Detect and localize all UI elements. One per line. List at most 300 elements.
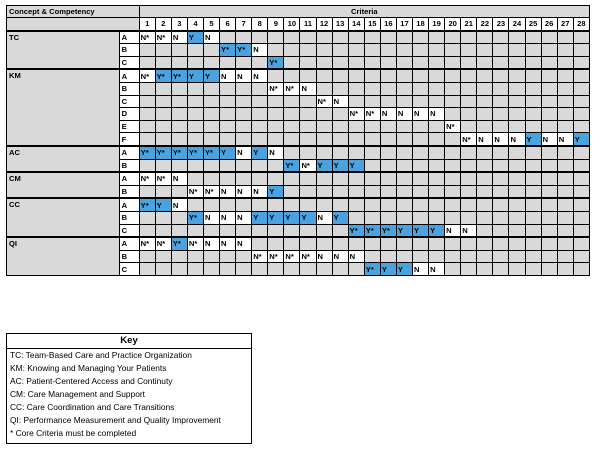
criteria-number: 10 bbox=[284, 18, 300, 31]
empty-cell bbox=[445, 82, 461, 95]
empty-cell bbox=[573, 211, 589, 224]
empty-cell bbox=[509, 82, 525, 95]
empty-cell bbox=[396, 159, 412, 172]
concept-group bbox=[7, 69, 590, 146]
empty-cell bbox=[493, 69, 509, 82]
criteria-cell: N* bbox=[139, 237, 155, 250]
empty-cell bbox=[525, 172, 541, 185]
criteria-cell: N* bbox=[139, 31, 155, 44]
empty-cell bbox=[509, 159, 525, 172]
empty-cell bbox=[429, 95, 445, 108]
criteria-cell: N* bbox=[300, 250, 316, 263]
empty-cell bbox=[284, 95, 300, 108]
empty-cell bbox=[477, 95, 493, 108]
empty-cell bbox=[461, 146, 477, 159]
empty-cell bbox=[477, 237, 493, 250]
empty-cell bbox=[316, 44, 332, 57]
competency-label: C bbox=[119, 263, 139, 276]
criteria-cell: N bbox=[252, 185, 268, 198]
empty-cell bbox=[429, 133, 445, 146]
empty-cell bbox=[445, 172, 461, 185]
empty-cell bbox=[203, 224, 219, 237]
empty-cell bbox=[412, 31, 428, 44]
empty-cell bbox=[573, 224, 589, 237]
empty-cell bbox=[509, 198, 525, 211]
empty-cell bbox=[541, 95, 557, 108]
empty-cell bbox=[203, 44, 219, 57]
criteria-cell: Y bbox=[332, 211, 348, 224]
competency-label: A bbox=[119, 198, 139, 211]
empty-cell bbox=[445, 250, 461, 263]
criteria-cell: Y bbox=[268, 211, 284, 224]
criteria-cell: N bbox=[203, 31, 219, 44]
empty-cell bbox=[139, 133, 155, 146]
empty-cell bbox=[412, 198, 428, 211]
criteria-cell: Y bbox=[396, 224, 412, 237]
empty-cell bbox=[268, 120, 284, 133]
empty-cell bbox=[493, 263, 509, 276]
criteria-cell: Y bbox=[525, 133, 541, 146]
criteria-number: 13 bbox=[332, 18, 348, 31]
empty-cell bbox=[220, 82, 236, 95]
empty-cell bbox=[252, 95, 268, 108]
empty-cell bbox=[187, 172, 203, 185]
empty-cell bbox=[461, 159, 477, 172]
empty-cell bbox=[380, 56, 396, 69]
criteria-number: 26 bbox=[541, 18, 557, 31]
criteria-cell: Y bbox=[268, 185, 284, 198]
criteria-cell: Y bbox=[412, 224, 428, 237]
empty-cell bbox=[525, 250, 541, 263]
empty-cell bbox=[573, 82, 589, 95]
empty-cell bbox=[493, 95, 509, 108]
concept-label: CC bbox=[7, 198, 120, 237]
empty-cell bbox=[348, 237, 364, 250]
empty-cell bbox=[268, 31, 284, 44]
competency-label: C bbox=[119, 224, 139, 237]
criteria-cell: N bbox=[396, 108, 412, 121]
empty-cell bbox=[316, 185, 332, 198]
empty-cell bbox=[139, 108, 155, 121]
criteria-cell: N bbox=[203, 237, 219, 250]
empty-cell bbox=[573, 263, 589, 276]
empty-cell bbox=[429, 172, 445, 185]
empty-cell bbox=[155, 56, 171, 69]
criteria-cell: Y* bbox=[187, 146, 203, 159]
empty-cell bbox=[541, 69, 557, 82]
criteria-number: 9 bbox=[268, 18, 284, 31]
empty-cell bbox=[493, 172, 509, 185]
empty-cell bbox=[525, 95, 541, 108]
empty-cell bbox=[155, 159, 171, 172]
empty-cell bbox=[429, 31, 445, 44]
empty-cell bbox=[509, 263, 525, 276]
empty-cell bbox=[187, 263, 203, 276]
criteria-number: 27 bbox=[557, 18, 573, 31]
criteria-cell: N* bbox=[316, 95, 332, 108]
empty-cell bbox=[445, 56, 461, 69]
criteria-cell: N* bbox=[364, 108, 380, 121]
empty-cell bbox=[493, 146, 509, 159]
empty-cell bbox=[573, 95, 589, 108]
empty-cell bbox=[477, 172, 493, 185]
empty-cell bbox=[557, 263, 573, 276]
empty-cell bbox=[139, 224, 155, 237]
empty-cell bbox=[493, 211, 509, 224]
empty-cell bbox=[493, 198, 509, 211]
empty-cell bbox=[155, 250, 171, 263]
empty-cell bbox=[236, 263, 252, 276]
criteria-cell: Y* bbox=[284, 159, 300, 172]
criteria-cell: N bbox=[477, 133, 493, 146]
empty-cell bbox=[348, 31, 364, 44]
empty-cell bbox=[348, 133, 364, 146]
empty-cell bbox=[429, 82, 445, 95]
empty-cell bbox=[445, 237, 461, 250]
concept-group bbox=[7, 31, 590, 70]
empty-cell bbox=[364, 133, 380, 146]
empty-cell bbox=[445, 108, 461, 121]
empty-cell bbox=[187, 250, 203, 263]
empty-cell bbox=[187, 133, 203, 146]
criteria-cell: Y bbox=[300, 211, 316, 224]
empty-cell bbox=[396, 237, 412, 250]
empty-cell bbox=[380, 82, 396, 95]
empty-cell bbox=[364, 95, 380, 108]
empty-cell bbox=[412, 82, 428, 95]
empty-cell bbox=[300, 198, 316, 211]
empty-cell bbox=[557, 120, 573, 133]
criteria-cell: N bbox=[236, 146, 252, 159]
criteria-number: 21 bbox=[461, 18, 477, 31]
empty-cell bbox=[268, 237, 284, 250]
criteria-cell: N* bbox=[187, 237, 203, 250]
competency-label: A bbox=[119, 69, 139, 82]
empty-cell bbox=[557, 44, 573, 57]
empty-cell bbox=[509, 146, 525, 159]
empty-cell bbox=[396, 172, 412, 185]
empty-cell bbox=[573, 185, 589, 198]
empty-cell bbox=[316, 108, 332, 121]
header-blank bbox=[7, 18, 140, 31]
competency-label: E bbox=[119, 120, 139, 133]
criteria-cell: N* bbox=[203, 185, 219, 198]
criteria-number: 14 bbox=[348, 18, 364, 31]
empty-cell bbox=[461, 95, 477, 108]
criteria-cell: Y bbox=[348, 159, 364, 172]
empty-cell bbox=[252, 198, 268, 211]
empty-cell bbox=[412, 95, 428, 108]
empty-cell bbox=[541, 31, 557, 44]
criteria-cell: N* bbox=[155, 237, 171, 250]
criteria-cell: N bbox=[429, 108, 445, 121]
empty-cell bbox=[284, 185, 300, 198]
empty-cell bbox=[236, 120, 252, 133]
empty-cell bbox=[268, 172, 284, 185]
competency-label: C bbox=[119, 95, 139, 108]
empty-cell bbox=[348, 185, 364, 198]
empty-cell bbox=[284, 237, 300, 250]
empty-cell bbox=[541, 159, 557, 172]
empty-cell bbox=[300, 44, 316, 57]
empty-cell bbox=[380, 69, 396, 82]
empty-cell bbox=[300, 185, 316, 198]
key-line: AC: Patient-Centered Access and Continuty bbox=[10, 376, 173, 386]
empty-cell bbox=[445, 159, 461, 172]
empty-cell bbox=[220, 159, 236, 172]
empty-cell bbox=[541, 211, 557, 224]
empty-cell bbox=[348, 82, 364, 95]
empty-cell bbox=[541, 237, 557, 250]
criteria-cell: N bbox=[493, 133, 509, 146]
empty-cell bbox=[573, 198, 589, 211]
concept-label: CM bbox=[7, 172, 120, 198]
empty-cell bbox=[139, 56, 155, 69]
criteria-cell: N bbox=[429, 263, 445, 276]
empty-cell bbox=[557, 82, 573, 95]
criteria-cell: Y bbox=[203, 69, 219, 82]
empty-cell bbox=[525, 31, 541, 44]
empty-cell bbox=[268, 263, 284, 276]
concept-label: QI bbox=[7, 237, 120, 275]
empty-cell bbox=[429, 250, 445, 263]
empty-cell bbox=[509, 56, 525, 69]
empty-cell bbox=[203, 56, 219, 69]
criteria-cell: N bbox=[252, 44, 268, 57]
empty-cell bbox=[252, 237, 268, 250]
empty-cell bbox=[139, 250, 155, 263]
criteria-cell: Y* bbox=[220, 44, 236, 57]
empty-cell bbox=[573, 44, 589, 57]
empty-cell bbox=[187, 82, 203, 95]
empty-cell bbox=[396, 146, 412, 159]
criteria-cell: Y* bbox=[380, 224, 396, 237]
empty-cell bbox=[332, 108, 348, 121]
empty-cell bbox=[412, 211, 428, 224]
empty-cell bbox=[477, 159, 493, 172]
empty-cell bbox=[220, 224, 236, 237]
empty-cell bbox=[284, 44, 300, 57]
empty-cell bbox=[332, 237, 348, 250]
empty-cell bbox=[187, 198, 203, 211]
empty-cell bbox=[252, 56, 268, 69]
empty-cell bbox=[155, 263, 171, 276]
empty-cell bbox=[541, 44, 557, 57]
competency-row bbox=[7, 146, 590, 159]
empty-cell bbox=[509, 31, 525, 44]
empty-cell bbox=[429, 120, 445, 133]
empty-cell bbox=[493, 56, 509, 69]
criteria-cell: Y* bbox=[364, 263, 380, 276]
empty-cell bbox=[461, 108, 477, 121]
empty-cell bbox=[461, 69, 477, 82]
criteria-cell: Y bbox=[284, 211, 300, 224]
empty-cell bbox=[348, 146, 364, 159]
empty-cell bbox=[364, 69, 380, 82]
empty-cell bbox=[573, 31, 589, 44]
empty-cell bbox=[236, 31, 252, 44]
empty-cell bbox=[187, 95, 203, 108]
empty-cell bbox=[477, 250, 493, 263]
empty-cell bbox=[557, 95, 573, 108]
empty-cell bbox=[396, 185, 412, 198]
empty-cell bbox=[445, 211, 461, 224]
empty-cell bbox=[220, 31, 236, 44]
empty-cell bbox=[252, 82, 268, 95]
criteria-cell: Y* bbox=[139, 146, 155, 159]
empty-cell bbox=[429, 146, 445, 159]
empty-cell bbox=[557, 224, 573, 237]
criteria-cell: Y* bbox=[236, 44, 252, 57]
empty-cell bbox=[252, 224, 268, 237]
criteria-cell: N bbox=[316, 211, 332, 224]
empty-cell bbox=[493, 44, 509, 57]
criteria-cell: Y bbox=[220, 146, 236, 159]
empty-cell bbox=[364, 172, 380, 185]
empty-cell bbox=[284, 108, 300, 121]
criteria-cell: N bbox=[171, 31, 187, 44]
empty-cell bbox=[203, 108, 219, 121]
empty-cell bbox=[300, 237, 316, 250]
criteria-number: 4 bbox=[187, 18, 203, 31]
empty-cell bbox=[380, 31, 396, 44]
key-line: TC: Team-Based Care and Practice Organization bbox=[10, 350, 192, 360]
criteria-number: 24 bbox=[509, 18, 525, 31]
criteria-number: 5 bbox=[203, 18, 219, 31]
empty-cell bbox=[203, 250, 219, 263]
criteria-cell: N bbox=[557, 133, 573, 146]
competency-row bbox=[7, 172, 590, 185]
empty-cell bbox=[364, 56, 380, 69]
empty-cell bbox=[284, 172, 300, 185]
empty-cell bbox=[332, 56, 348, 69]
empty-cell bbox=[139, 82, 155, 95]
criteria-number: 6 bbox=[220, 18, 236, 31]
empty-cell bbox=[316, 69, 332, 82]
empty-cell bbox=[155, 185, 171, 198]
empty-cell bbox=[139, 263, 155, 276]
empty-cell bbox=[171, 95, 187, 108]
empty-cell bbox=[348, 120, 364, 133]
empty-cell bbox=[139, 159, 155, 172]
empty-cell bbox=[284, 146, 300, 159]
criteria-cell: N bbox=[220, 237, 236, 250]
empty-cell bbox=[171, 44, 187, 57]
empty-cell bbox=[284, 198, 300, 211]
empty-cell bbox=[509, 44, 525, 57]
empty-cell bbox=[429, 185, 445, 198]
empty-cell bbox=[187, 56, 203, 69]
empty-cell bbox=[332, 146, 348, 159]
empty-cell bbox=[541, 224, 557, 237]
empty-cell bbox=[477, 146, 493, 159]
empty-cell bbox=[300, 108, 316, 121]
criteria-cell: Y* bbox=[139, 198, 155, 211]
empty-cell bbox=[557, 172, 573, 185]
empty-cell bbox=[429, 237, 445, 250]
empty-cell bbox=[300, 224, 316, 237]
empty-cell bbox=[220, 133, 236, 146]
criteria-number: 16 bbox=[380, 18, 396, 31]
empty-cell bbox=[155, 82, 171, 95]
empty-cell bbox=[493, 82, 509, 95]
empty-cell bbox=[380, 211, 396, 224]
empty-cell bbox=[493, 31, 509, 44]
empty-cell bbox=[477, 185, 493, 198]
empty-cell bbox=[396, 250, 412, 263]
empty-cell bbox=[380, 44, 396, 57]
competency-row bbox=[7, 237, 590, 250]
empty-cell bbox=[380, 237, 396, 250]
empty-cell bbox=[155, 224, 171, 237]
empty-cell bbox=[525, 82, 541, 95]
criteria-cell: Y bbox=[187, 69, 203, 82]
empty-cell bbox=[364, 146, 380, 159]
empty-cell bbox=[236, 250, 252, 263]
empty-cell bbox=[493, 159, 509, 172]
criteria-cell: N* bbox=[139, 69, 155, 82]
empty-cell bbox=[493, 237, 509, 250]
empty-cell bbox=[300, 263, 316, 276]
empty-cell bbox=[252, 120, 268, 133]
empty-cell bbox=[203, 133, 219, 146]
empty-cell bbox=[525, 69, 541, 82]
criteria-number: 17 bbox=[396, 18, 412, 31]
competency-label: B bbox=[119, 82, 139, 95]
empty-cell bbox=[573, 159, 589, 172]
empty-cell bbox=[268, 69, 284, 82]
criteria-cell: N bbox=[203, 211, 219, 224]
empty-cell bbox=[268, 108, 284, 121]
empty-cell bbox=[332, 198, 348, 211]
empty-cell bbox=[461, 82, 477, 95]
empty-cell bbox=[461, 263, 477, 276]
empty-cell bbox=[203, 120, 219, 133]
criteria-cell: N bbox=[220, 185, 236, 198]
empty-cell bbox=[396, 82, 412, 95]
empty-cell bbox=[509, 250, 525, 263]
concept-group bbox=[7, 146, 590, 172]
criteria-cell: Y* bbox=[155, 69, 171, 82]
empty-cell bbox=[477, 69, 493, 82]
criteria-cell: Y bbox=[380, 263, 396, 276]
empty-cell bbox=[171, 56, 187, 69]
key-line: * Core Criteria must be completed bbox=[10, 428, 137, 438]
empty-cell bbox=[412, 159, 428, 172]
criteria-cell: Y* bbox=[203, 146, 219, 159]
empty-cell bbox=[412, 172, 428, 185]
criteria-cell: N* bbox=[300, 159, 316, 172]
empty-cell bbox=[412, 146, 428, 159]
criteria-cell: N bbox=[461, 224, 477, 237]
empty-cell bbox=[348, 211, 364, 224]
empty-cell bbox=[525, 120, 541, 133]
empty-cell bbox=[429, 56, 445, 69]
empty-cell bbox=[445, 198, 461, 211]
criteria-cell: N bbox=[220, 69, 236, 82]
criteria-cell: N* bbox=[252, 250, 268, 263]
empty-cell bbox=[364, 120, 380, 133]
empty-cell bbox=[171, 120, 187, 133]
empty-cell bbox=[525, 108, 541, 121]
criteria-number: 23 bbox=[493, 18, 509, 31]
concept-group bbox=[7, 172, 590, 198]
empty-cell bbox=[300, 172, 316, 185]
empty-cell bbox=[493, 185, 509, 198]
empty-cell bbox=[332, 31, 348, 44]
empty-cell bbox=[557, 198, 573, 211]
criteria-cell: Y* bbox=[171, 69, 187, 82]
